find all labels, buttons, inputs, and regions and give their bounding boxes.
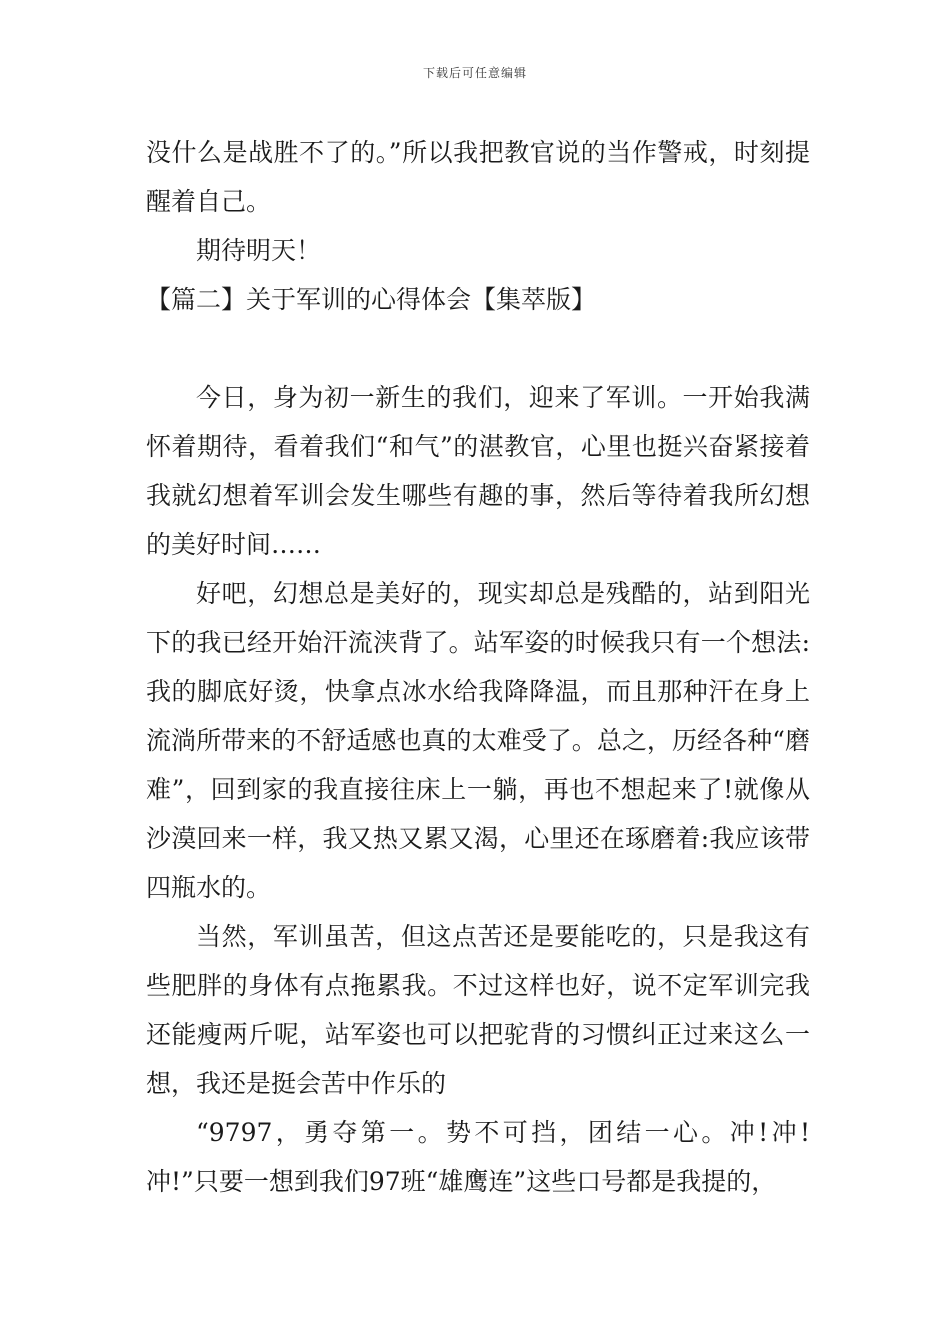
paragraph-short: 期待明天！ xyxy=(196,236,322,265)
paragraph: 当然，军训虽苦，但这点苦还是要能吃的，只是我这有些肥胖的身体有点拖累我。不过这样也好，说不定军训完我还能瘦两斤呢，站军姿也可以把驼背的习惯纠正过来这么一想，我还是挺会苦中作乐的 xyxy=(146,922,810,1098)
section-heading: 【篇二】关于军训的心得体会【集萃版】 xyxy=(146,285,597,314)
blank-line xyxy=(146,324,810,373)
document-body xyxy=(146,128,810,1206)
paragraph-continuation: 没什么是战胜不了的。”所以我把教官说的当作警戒，时刻提醒着自己。 xyxy=(146,138,810,216)
page-header: 下载后可任意编辑 xyxy=(422,66,527,80)
paragraph: 好吧，幻想总是美好的，现实却总是残酷的，站到阳光下的我已经开始汗流浃背了。站军姿的时候我只有一个想法:我的脚底好烫，快拿点冰水给我降降温，而且那种汗在身上流淌所带来的不舒适感也真的太难受了。总之，历经各种“磨难”，回到家的我直接往床上一躺，再也不想起来了!就像从沙漠回来一样，我又热又累又渴，心里还在琢磨着:我应该带四瓶水的。 xyxy=(146,579,810,902)
paragraph: 今日，身为初一新生的我们，迎来了军训。一开始我满怀着期待，看着我们“和气”的湛教官，心里也挺兴奋紧接着我就幻想着军训会发生哪些有趣的事，然后等待着我所幻想的美好时间…… xyxy=(146,383,810,559)
paragraph: “9797，勇夺第一。势不可挡，团结一心。冲!冲!冲!”只要一想到我们97班“雄鹰连”这些口号都是我提的， xyxy=(146,1118,810,1196)
